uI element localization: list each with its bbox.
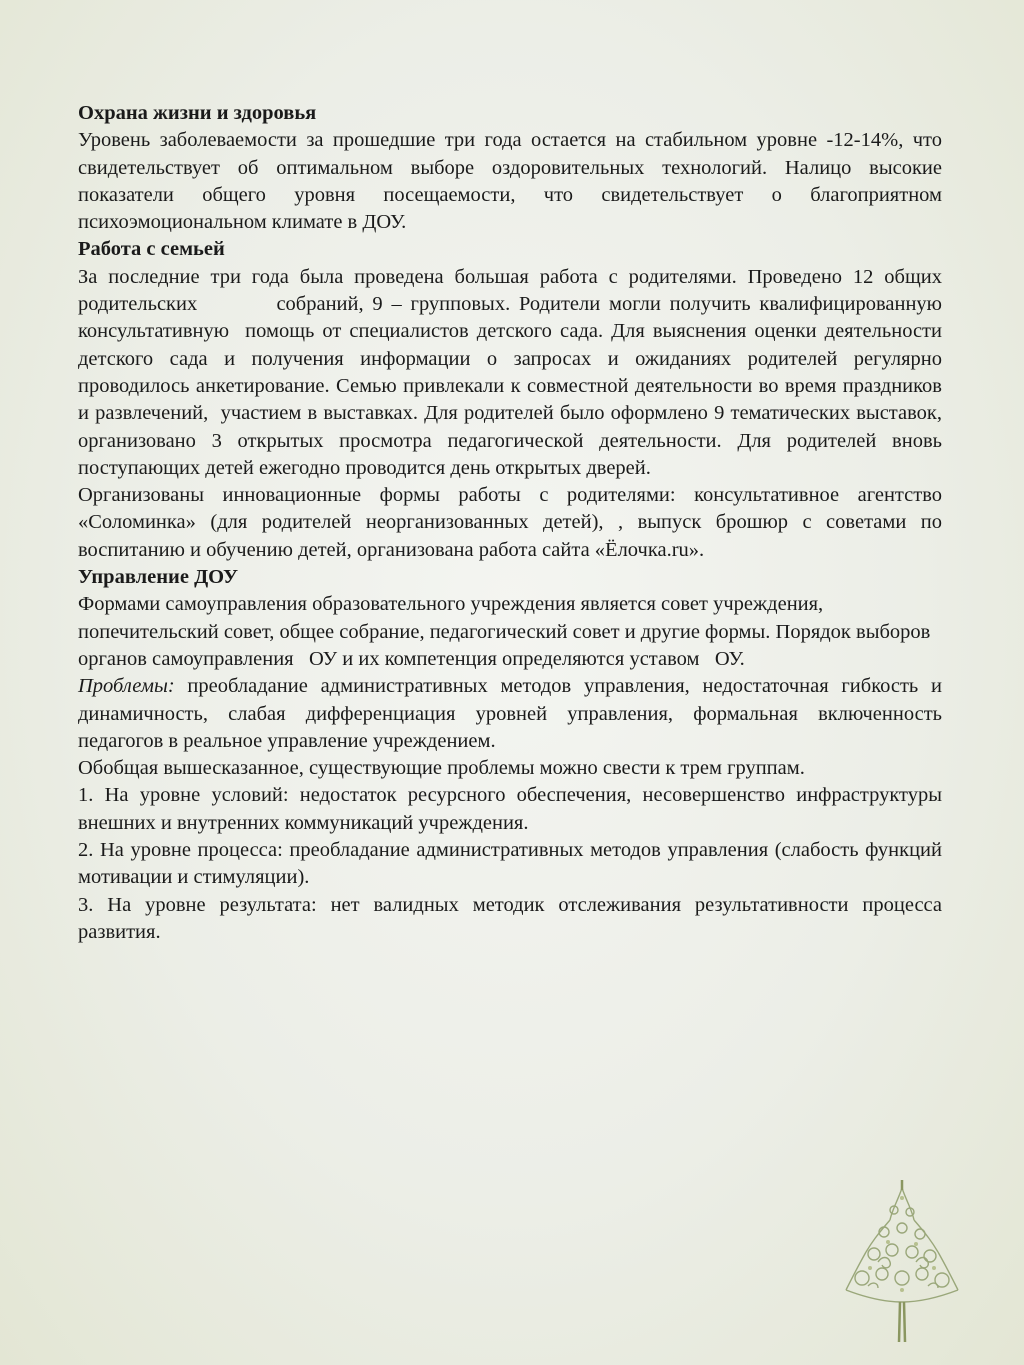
problems-paragraph bbox=[78, 673, 942, 755]
family-heading: Работа с семьей bbox=[78, 238, 225, 261]
problems-label: Проблемы: bbox=[78, 675, 175, 698]
problems-text: преобладание административных методов управления, недостаточная гибкость и динамичность, слабая дифференциация уровней управления, формальная включенность педагогов в реальное управление учреждением. bbox=[78, 675, 942, 752]
management-paragraph: Формами самоуправления образовательного учреждения является совет учреждения, попечительский совет, общее собрание, педагогический совет и другие формы. Порядок выборов органов самоуправления ОУ и их компетенция определяются уставом ОУ. bbox=[78, 593, 936, 670]
list-item-3: 3. На уровне результата: нет валидных методик отслеживания результативности процесса развития. bbox=[78, 893, 942, 943]
list-item-2: 2. На уровне процесса: преобладание административных методов управления (слабость функций мотивации и стимуляции). bbox=[78, 839, 942, 889]
health-paragraph: Уровень заболеваемости за прошедшие три года остается на стабильном уровне -12-14%, что свидетельствует об оптимальном выборе оздоровительных технологий. Налицо высокие показатели общего уровня посещаемости, что свидетельствует о благоприятном психоэмоциональном климате в ДОУ. bbox=[78, 129, 942, 234]
health-heading: Охрана жизни и здоровья bbox=[78, 102, 317, 124]
list-item-1: 1. На уровне условий: недостаток ресурсного обеспечения, несовершенство инфраструктуры внешних и внутренних коммуникаций учреждения. bbox=[78, 784, 942, 834]
family-paragraph-2: Организованы инновационные формы работы с родителями: консультативное агентство «Соломинка» (для родителей неорганизованных детей), , выпуск брошюр с советами по воспитанию и обучению детей, организована работа сайта «Ёлочка.ru». bbox=[78, 484, 942, 561]
family-paragraph-1: За последние три года была проведена большая работа с родителями. Проведено 12 общих родительских собраний, 9 – групповых. Родители могли получить квалифицированную консультативную помощь от специалистов детского сада. Для выяснения оценки деятельности детского сада и получения информации о запросах и ожиданиях родителей регулярно проводилось анкетирование. Семью привлекали к совместной деятельности во время праздников и развлечений, участием в выставках. Для родителей было оформлено 9 тематических выставок, организовано 3 открытых просмотра педагогической деятельности. Для родителей вновь поступающих детей ежегодно проводится день открытых дверей. bbox=[78, 265, 948, 479]
summary-paragraph: Обобщая вышесказанное, существующие проблемы можно свести к трем группам. bbox=[78, 757, 805, 780]
management-heading: Управление ДОУ bbox=[78, 566, 239, 589]
ornamental-tree-icon bbox=[832, 1180, 972, 1350]
document-page bbox=[78, 100, 948, 946]
